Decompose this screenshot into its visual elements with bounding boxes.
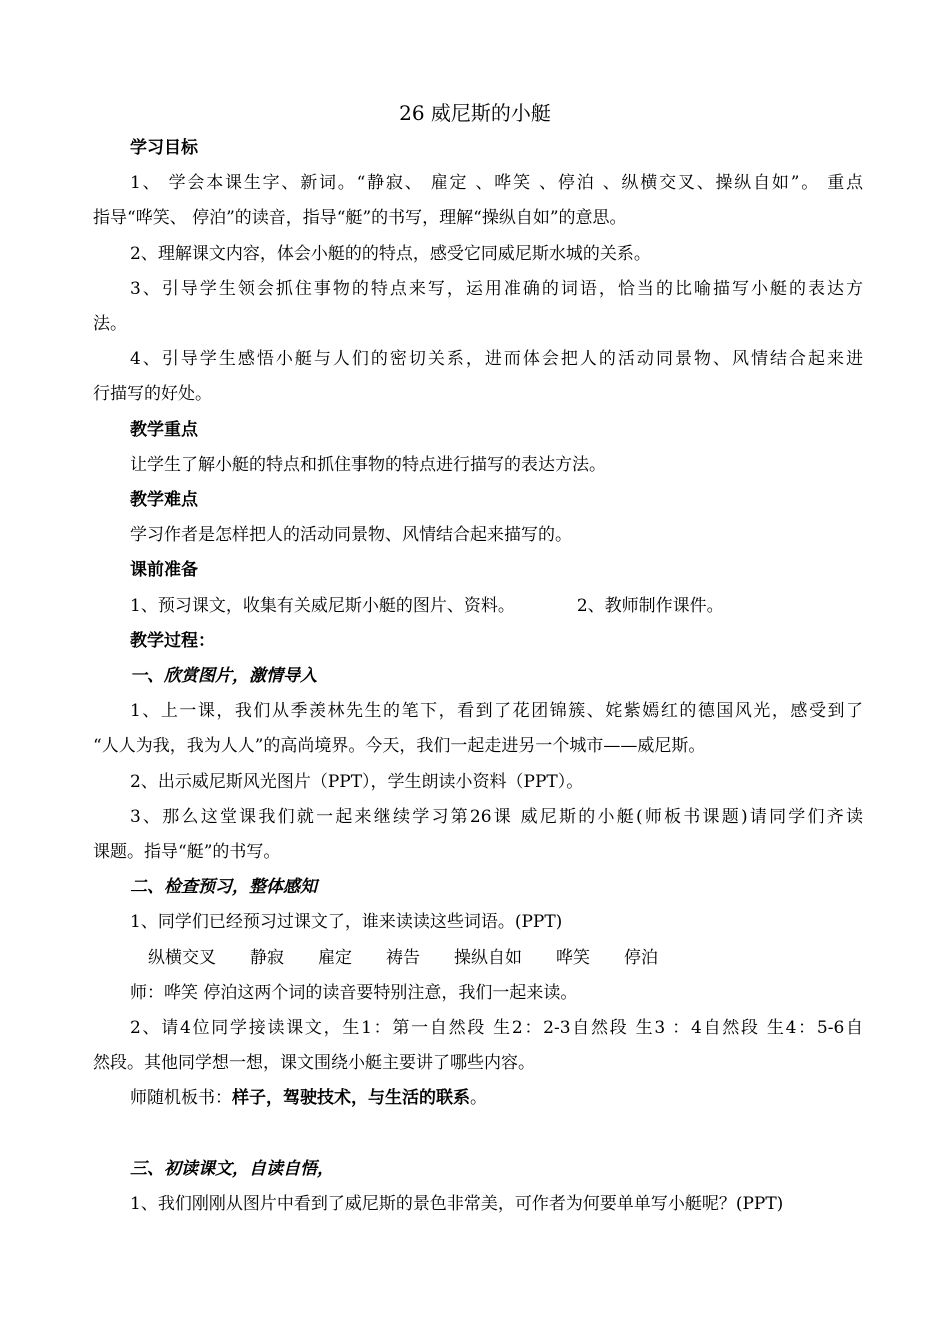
page-title: 26 威尼斯的小艇 bbox=[399, 101, 551, 125]
heading-teaching-focus: 教学重点 bbox=[130, 419, 198, 440]
stage-1-step-2: 2、出示威尼斯风光图片（PPT），学生朗读小资料（PPT）。 bbox=[130, 771, 584, 792]
stage-1-step-3-line-1: 3、那么这堂课我们就一起来继续学习第26课 威尼斯的小艇(师板书课题)请同学们齐读 bbox=[130, 806, 863, 827]
stage-1-step-3-line-2: 课题。指导“艇”的书写。 bbox=[93, 842, 281, 863]
vocab-word: 停泊 bbox=[624, 947, 658, 968]
goal-1-line-2: 指导“哗笑、 停泊”的读音，指导“艇”的书写，理解“操纵自如”的意思。 bbox=[93, 208, 627, 229]
blackboard-note bbox=[93, 1081, 863, 1116]
heading-teaching-process: 教学过程： bbox=[130, 630, 215, 651]
stage-1-heading: 一、欣赏图片，激情导入 bbox=[130, 666, 317, 687]
vocab-word: 纵横交叉 bbox=[148, 947, 216, 968]
goal-1-line-1: 1、 学会本课生字、新词。“静寂、 雇定 、哗笑 、停泊 、纵横交叉、操纵自如”。 重点 bbox=[130, 173, 863, 194]
goal-4-line-1: 4、引导学生感悟小艇与人们的密切关系，进而体会把人的活动同景物、风情结合起来进 bbox=[130, 349, 863, 370]
heading-learning-goals: 学习目标 bbox=[130, 138, 198, 158]
teacher-note: 师：哗笑 停泊这两个词的读音要特别注意，我们一起来读。 bbox=[130, 982, 578, 1003]
stage-3-heading: 三、初读课文，自读自悟， bbox=[130, 1158, 334, 1179]
blackboard-keywords: 样子，驾驶技术，与生活的联系 bbox=[232, 1088, 470, 1109]
goal-2: 2、理解课文内容，体会小艇的的特点，感受它同威尼斯水城的关系。 bbox=[130, 243, 651, 264]
blackboard-prefix: 师随机板书： bbox=[130, 1088, 232, 1109]
vocab-word: 哗笑 bbox=[556, 947, 590, 968]
preparation-item-2: 2、教师制作课件。 bbox=[576, 595, 724, 616]
preparation-item-1: 1、预习课文，收集有关威尼斯小艇的图片、资料。 bbox=[130, 595, 515, 616]
blackboard-suffix: 。 bbox=[470, 1088, 487, 1109]
stage-2-step-1: 1、同学们已经预习过课文了，谁来读读这些词语。(PPT) bbox=[130, 912, 563, 933]
vocab-word: 静寂 bbox=[250, 947, 284, 968]
goal-4-line-2: 行描写的好处。 bbox=[93, 384, 212, 405]
stage-2-step-2-line-2: 然段。其他同学想一想，课文围绕小艇主要讲了哪些内容。 bbox=[93, 1053, 535, 1074]
stage-3-step-1: 1、我们刚刚从图片中看到了威尼斯的景色非常美，可作者为何要单单写小艇呢？(PPT) bbox=[130, 1194, 784, 1215]
teaching-focus-text: 让学生了解小艇的特点和抓住事物的特点进行描写的表达方法。 bbox=[130, 454, 606, 475]
stage-2-heading: 二、检查预习，整体感知 bbox=[130, 877, 317, 898]
goal-3-line-2: 法。 bbox=[93, 314, 127, 335]
heading-teaching-difficulty: 教学难点 bbox=[130, 490, 198, 511]
document-body bbox=[93, 131, 863, 1222]
goal-3-line-1: 3、引导学生领会抓住事物的特点来写，运用准确的词语，恰当的比喻描写小艇的表达方 bbox=[130, 278, 863, 299]
vocabulary-list bbox=[93, 941, 863, 976]
vocab-word: 祷告 bbox=[386, 947, 420, 968]
preparation-line bbox=[93, 589, 863, 624]
stage-2-step-2-line-1: 2、请4位同学接读课文，生1：第一自然段 生2：2-3自然段 生3 ：4自然段 生4：5-6自 bbox=[130, 1018, 863, 1039]
teaching-difficulty-text: 学习作者是怎样把人的活动同景物、风情结合起来描写的。 bbox=[130, 525, 572, 546]
vocab-word: 雇定 bbox=[318, 947, 352, 968]
stage-1-step-1-line-2: “人人为我，我为人人”的高尚境界。今天，我们一起走进另一个城市——威尼斯。 bbox=[93, 736, 706, 757]
heading-preparation: 课前准备 bbox=[130, 560, 198, 581]
vocab-word: 操纵自如 bbox=[454, 947, 522, 968]
stage-1-step-1-line-1: 1、上一课，我们从季羡林先生的笔下，看到了花团锦簇、姹紫嫣红的德国风光，感受到了 bbox=[130, 701, 863, 722]
